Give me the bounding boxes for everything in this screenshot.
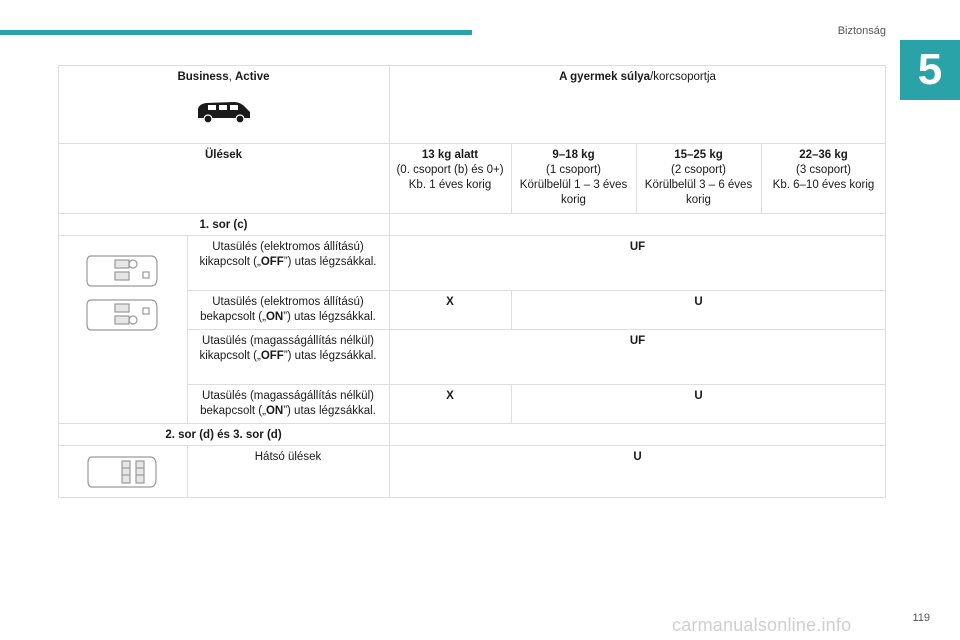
row-text: Utasülés (magasságállítás nélkül) bekapcsolt („ xyxy=(200,390,374,417)
group-weight: 13 kg alatt xyxy=(421,149,479,161)
row-value xyxy=(389,329,886,384)
row-text: Utasülés (elektromos állítású) bekapcsolt („ xyxy=(200,296,364,323)
group-age: Körülbelül 3 – 6 éves korig xyxy=(644,179,753,206)
group-desc: (2 csoport) xyxy=(671,164,726,176)
watermark: carmanualsonline.info xyxy=(672,615,852,635)
row-value xyxy=(389,384,511,423)
value-text: U xyxy=(694,390,703,402)
row-text-end: ”) utas légzsákkal. xyxy=(283,405,376,417)
row-state: OFF xyxy=(260,350,284,362)
header-accent-bar xyxy=(0,30,472,35)
value-text: X xyxy=(446,390,454,402)
value-text: U xyxy=(633,451,642,463)
version-separator: , xyxy=(228,71,235,83)
row-value xyxy=(511,384,886,423)
table-border xyxy=(58,497,886,498)
group-2 xyxy=(636,143,761,213)
row-value xyxy=(511,290,886,329)
van-icon xyxy=(64,97,383,125)
group-3 xyxy=(761,143,886,213)
row2-label-text: 2. sor (d) és 3. sor (d) xyxy=(165,429,282,441)
group-desc: (3 csoport) xyxy=(796,164,851,176)
front-seat-row xyxy=(187,235,389,290)
row-value xyxy=(389,235,886,290)
rear-seat-icon xyxy=(86,454,160,490)
row1-label xyxy=(58,213,389,235)
section-title: Biztonság xyxy=(837,25,886,37)
value-text: UF xyxy=(629,335,646,347)
row2-label xyxy=(58,423,389,445)
version-header xyxy=(58,65,389,143)
row-text-end: ”) utas légzsákkal. xyxy=(283,311,376,323)
row-text: Utasülés (magasságállítás nélkül) kikapcsolt („ xyxy=(199,335,374,362)
version-active: Active xyxy=(235,71,270,83)
row-text: Utasülés (elektromos állítású) kikapcsolt („ xyxy=(199,241,364,268)
group-weight: 22–36 kg xyxy=(799,149,848,161)
row-state: OFF xyxy=(260,256,284,268)
group-1 xyxy=(511,143,636,213)
front-seat-row xyxy=(187,290,389,329)
value-text: UF xyxy=(629,241,646,253)
weight-header xyxy=(389,65,886,143)
row1-label-text: 1. sor (c) xyxy=(199,219,248,231)
seats-label-text: Ülések xyxy=(204,149,243,161)
value-text: X xyxy=(446,296,454,308)
rear-seat-label-text: Hátsó ülések xyxy=(254,451,322,463)
front-seat-diagram xyxy=(58,235,187,423)
group-weight: 9–18 kg xyxy=(552,149,595,161)
group-weight: 15–25 kg xyxy=(674,149,723,161)
row-value xyxy=(389,445,886,497)
front-seat-row xyxy=(187,329,389,384)
value-text: U xyxy=(694,296,703,308)
chapter-number: 5 xyxy=(900,40,960,100)
page-number: 119 xyxy=(912,612,930,624)
row-text-end: ”) utas légzsákkal. xyxy=(283,350,377,362)
front-seat-icon xyxy=(85,248,161,338)
row-state: ON xyxy=(265,405,284,417)
weight-header-rest: /korcsoportja xyxy=(650,71,716,83)
rear-seat-label xyxy=(187,445,389,497)
group-desc: (1 csoport) xyxy=(546,164,601,176)
row-text-end: ”) utas légzsákkal. xyxy=(283,256,377,268)
row-state: ON xyxy=(265,311,284,323)
seats-label xyxy=(58,143,389,213)
row-value xyxy=(389,290,511,329)
group-age: Kb. 1 éves korig xyxy=(408,179,492,191)
weight-header-bold: A gyermek súlya xyxy=(559,71,651,83)
child-seat-table xyxy=(58,65,886,498)
rear-seat-diagram xyxy=(58,445,187,497)
version-business: Business xyxy=(177,71,229,83)
group-age: Kb. 6–10 éves korig xyxy=(772,179,875,191)
front-seat-row xyxy=(187,384,389,423)
group-desc: (0. csoport (b) és 0+) xyxy=(396,164,504,176)
group-age: Körülbelül 1 – 3 éves korig xyxy=(519,179,628,206)
group-0 xyxy=(389,143,511,213)
